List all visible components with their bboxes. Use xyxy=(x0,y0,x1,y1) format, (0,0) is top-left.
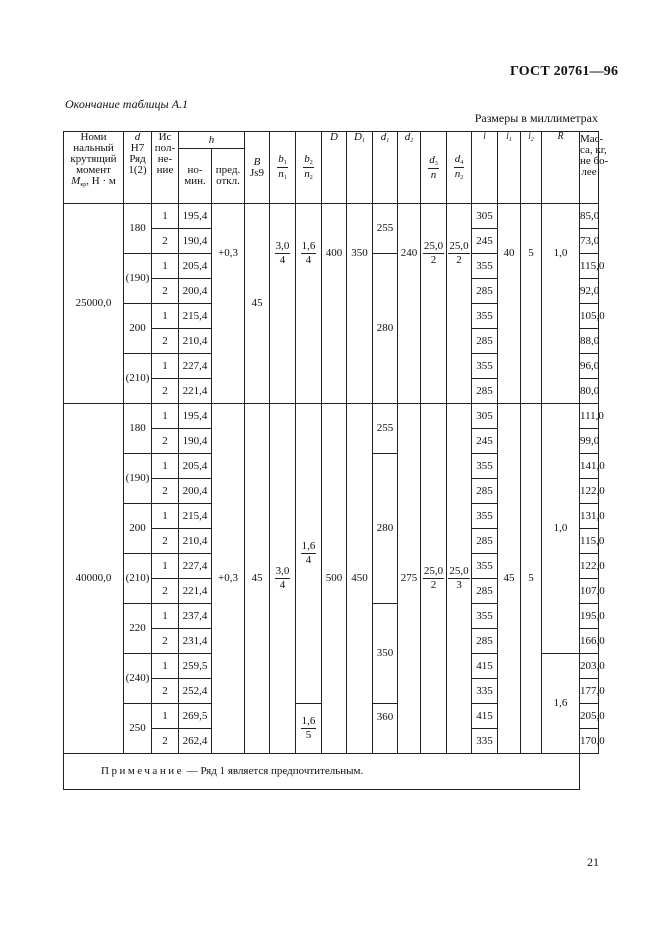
isp-value: 1 xyxy=(152,354,179,379)
isp-value: 1 xyxy=(152,254,179,279)
d-value: (240) xyxy=(124,654,152,704)
isp-value: 1 xyxy=(152,704,179,729)
mass-value: 80,0 xyxy=(580,379,599,404)
mass-value: 107,0 xyxy=(580,579,599,604)
mass-value: 115,0 xyxy=(580,254,599,279)
h-value: 215,4 xyxy=(179,304,212,329)
isp-value: 1 xyxy=(152,554,179,579)
mass-value: 177,0 xyxy=(580,679,599,704)
blank-cell xyxy=(421,304,447,404)
isp-value: 2 xyxy=(152,379,179,404)
mass-value: 141,0 xyxy=(580,454,599,479)
B-value: 45 xyxy=(245,404,270,754)
D1-value: 350 xyxy=(347,204,373,304)
blank-cell xyxy=(398,304,421,404)
l-value: 285 xyxy=(472,329,498,354)
l-value: 355 xyxy=(472,354,498,379)
d1-value: 350 xyxy=(373,604,398,704)
D1-value: 450 xyxy=(347,404,373,754)
h-value: 195,4 xyxy=(179,204,212,229)
h-value: 259,5 xyxy=(179,654,212,679)
mkr-value: 25000,0 xyxy=(64,204,124,404)
h-value: 262,4 xyxy=(179,729,212,754)
l-value: 355 xyxy=(472,454,498,479)
B-value: 45 xyxy=(245,204,270,404)
header-b1-n1: $\frac{b_1}{n_1}$ xyxy=(270,132,296,204)
b2-n2-value: $\frac{1,6}{4}$ xyxy=(296,404,322,704)
l-value: 245 xyxy=(472,229,498,254)
mass-value: 85,0 xyxy=(580,204,599,229)
mass-value: 92,0 xyxy=(580,279,599,304)
h-value: 215,4 xyxy=(179,504,212,529)
isp-value: 1 xyxy=(152,504,179,529)
header-b2-n2: $\frac{b_2}{n_2}$ xyxy=(296,132,322,204)
h-value: 227,4 xyxy=(179,354,212,379)
h-value: 190,4 xyxy=(179,229,212,254)
l-value: 285 xyxy=(472,529,498,554)
mass-value: 195,0 xyxy=(580,604,599,629)
b1-n1-value: $\frac{3,0}{4}$ xyxy=(270,204,296,304)
mass-value: 88,0 xyxy=(580,329,599,354)
mass-value: 73,0 xyxy=(580,229,599,254)
mass-value: 96,0 xyxy=(580,354,599,379)
mass-value: 170,0 xyxy=(580,729,599,754)
header-l2: $l_2$ xyxy=(521,132,542,204)
b2-n2-value: $\frac{1,6}{5}$ xyxy=(296,704,322,754)
isp-value: 2 xyxy=(152,279,179,304)
d-value: 180 xyxy=(124,404,152,454)
isp-value: 1 xyxy=(152,204,179,229)
header-D1: $D_1$ xyxy=(347,132,373,204)
isp-value: 1 xyxy=(152,654,179,679)
d1-value: 255 xyxy=(373,204,398,254)
l-value: 355 xyxy=(472,304,498,329)
d2-value: 240 xyxy=(398,204,421,304)
h-value: 221,4 xyxy=(179,379,212,404)
isp-value: 2 xyxy=(152,679,179,704)
d4-n2-value: $\frac{25,0}{3}$ xyxy=(447,404,472,754)
l-value: 245 xyxy=(472,429,498,454)
header-l1: $l_1$ xyxy=(498,132,521,204)
d2-value: 275 xyxy=(398,404,421,754)
h-value: 221,4 xyxy=(179,579,212,604)
h-value: 227,4 xyxy=(179,554,212,579)
l-value: 285 xyxy=(472,629,498,654)
mass-value: 131,0 xyxy=(580,504,599,529)
blank-cell xyxy=(322,304,347,404)
mass-value: 205,0 xyxy=(580,704,599,729)
b2-n2-value: $\frac{1,6}{4}$ xyxy=(296,204,322,304)
blank-cell xyxy=(270,304,296,404)
l2-value: 5 xyxy=(521,404,542,754)
isp-value: 1 xyxy=(152,304,179,329)
h-dev-value: +0,3 xyxy=(212,404,245,754)
mass-value: 122,0 xyxy=(580,479,599,504)
D-value: 500 xyxy=(322,404,347,754)
mass-value: 122,0 xyxy=(580,554,599,579)
table-caption: Окончание таблицы А.1 xyxy=(65,97,189,111)
d-value: (210) xyxy=(124,554,152,604)
isp-value: 2 xyxy=(152,729,179,754)
header-mkr: Номи нальный крутящий момент $M_{кр}$, Н · м xyxy=(64,132,124,204)
d3-n-value: $\frac{25,0}{2}$ xyxy=(421,404,447,754)
table-row xyxy=(64,404,599,429)
l-value: 355 xyxy=(472,554,498,579)
note-dash: — xyxy=(183,765,201,777)
mass-value: 166,0 xyxy=(580,629,599,654)
header-h-nominal: но- мин. xyxy=(179,149,212,204)
header-d: d Н7 Ряд 1(2) xyxy=(124,132,152,204)
header-h-deviation: пред. откл. xyxy=(212,149,245,204)
l-value: 285 xyxy=(472,479,498,504)
d1-value: 280 xyxy=(373,254,398,404)
h-value: 205,4 xyxy=(179,454,212,479)
isp-value: 2 xyxy=(152,479,179,504)
header-l: l xyxy=(472,132,498,204)
mass-value: 203,0 xyxy=(580,654,599,679)
d1-value: 280 xyxy=(373,454,398,604)
h-value: 200,4 xyxy=(179,479,212,504)
header-d3-n: $\frac{d_3}{n}$ xyxy=(421,132,447,204)
blank-cell xyxy=(212,304,245,404)
blank-cell xyxy=(498,304,521,404)
header-d2: $d_2$ xyxy=(398,132,421,204)
d-value: (190) xyxy=(124,254,152,304)
l-value: 285 xyxy=(472,579,498,604)
header-B: B Js9 xyxy=(245,132,270,204)
l-value: 335 xyxy=(472,729,498,754)
header-isp: Ис пол- не- ние xyxy=(152,132,179,204)
isp-value: 2 xyxy=(152,579,179,604)
isp-value: 1 xyxy=(152,454,179,479)
standard-number: ГОСТ 20761—96 xyxy=(510,64,619,79)
isp-value: 2 xyxy=(152,429,179,454)
isp-value: 1 xyxy=(152,604,179,629)
l-value: 305 xyxy=(472,404,498,429)
b1-n1-value: $\frac{3,0}{4}$ xyxy=(270,404,296,754)
l-value: 285 xyxy=(472,379,498,404)
R-value: 1,6 xyxy=(542,654,580,754)
mass-value: 99,0 xyxy=(580,429,599,454)
h-value: 205,4 xyxy=(179,254,212,279)
l-value: 305 xyxy=(472,204,498,229)
isp-value: 2 xyxy=(152,229,179,254)
page-number: 21 xyxy=(587,855,599,869)
isp-value: 1 xyxy=(152,404,179,429)
h-value: 190,4 xyxy=(179,429,212,454)
h-value: 210,4 xyxy=(179,529,212,554)
mass-value: 115,0 xyxy=(580,529,599,554)
header-h: h xyxy=(179,132,245,149)
header-R: R xyxy=(542,132,580,204)
d-value: 250 xyxy=(124,704,152,754)
d-value: 180 xyxy=(124,204,152,254)
note-label: Примечание xyxy=(101,765,184,777)
blank-cell xyxy=(542,304,580,404)
isp-value: 2 xyxy=(152,629,179,654)
units-note: Размеры в миллиметрах xyxy=(474,111,598,125)
l1-value: 45 xyxy=(498,404,521,754)
table-row xyxy=(64,304,599,329)
note-text: Ряд 1 является предпочтительным. xyxy=(200,765,364,777)
h-value: 252,4 xyxy=(179,679,212,704)
d4-n2-value: $\frac{25,0}{2}$ xyxy=(447,204,472,304)
d-value: 200 xyxy=(124,504,152,554)
blank-cell xyxy=(296,304,322,404)
h-value: 237,4 xyxy=(179,604,212,629)
h-value: 231,4 xyxy=(179,629,212,654)
l1-value: 40 xyxy=(498,204,521,304)
d-value: 200 xyxy=(124,304,152,354)
h-value: 200,4 xyxy=(179,279,212,304)
R-value: 1,0 xyxy=(542,404,580,654)
isp-value: 2 xyxy=(152,329,179,354)
l-value: 355 xyxy=(472,504,498,529)
mass-value: 105,0 xyxy=(580,304,599,329)
l-value: 285 xyxy=(472,279,498,304)
d-value: 220 xyxy=(124,604,152,654)
table-note-row xyxy=(64,754,599,790)
l-value: 415 xyxy=(472,704,498,729)
h-dev-value: +0,3 xyxy=(212,204,245,304)
d3-n-value: $\frac{25,0}{2}$ xyxy=(421,204,447,304)
header-D: D xyxy=(322,132,347,204)
header-d1: $d_1$ xyxy=(373,132,398,204)
h-value: 269,5 xyxy=(179,704,212,729)
blank-cell xyxy=(521,304,542,404)
d-value: (190) xyxy=(124,454,152,504)
header-mass: Мас- са, кг, не бо- лее xyxy=(580,132,599,204)
blank-cell xyxy=(447,304,472,404)
blank-cell xyxy=(347,304,373,404)
table-note xyxy=(64,754,580,790)
l2-value: 5 xyxy=(521,204,542,304)
l-value: 415 xyxy=(472,654,498,679)
l-value: 355 xyxy=(472,604,498,629)
l-value: 355 xyxy=(472,254,498,279)
header-d4-n2: $\frac{d_4}{n_2}$ xyxy=(447,132,472,204)
D-value: 400 xyxy=(322,204,347,304)
dimensions-table xyxy=(63,131,609,790)
R-value: 1,0 xyxy=(542,204,580,304)
mkr-value: 40000,0 xyxy=(64,404,124,754)
mass-value: 111,0 xyxy=(580,404,599,429)
isp-value: 2 xyxy=(152,529,179,554)
h-value: 210,4 xyxy=(179,329,212,354)
d1-value: 360 xyxy=(373,704,398,754)
l-value: 335 xyxy=(472,679,498,704)
d-value: (210) xyxy=(124,354,152,404)
d1-value: 255 xyxy=(373,404,398,454)
table-row xyxy=(64,204,599,229)
h-value: 195,4 xyxy=(179,404,212,429)
